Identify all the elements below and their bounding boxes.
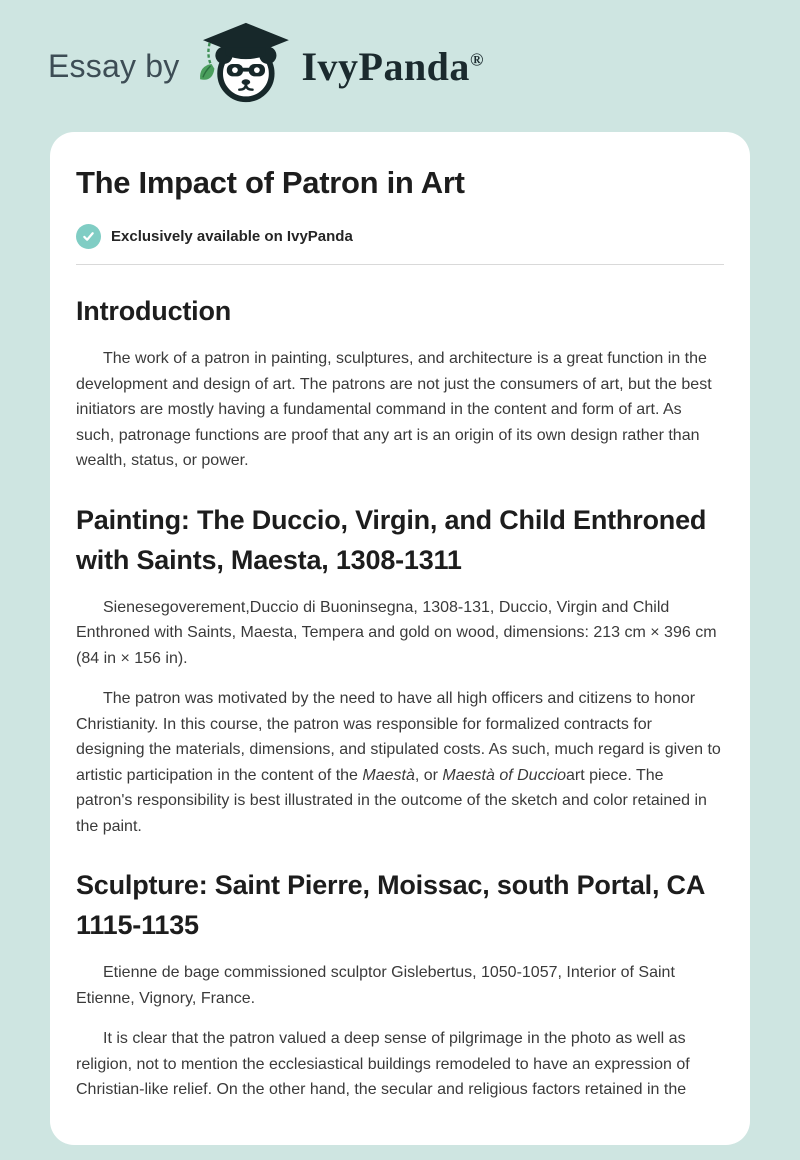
exclusive-badge	[76, 224, 724, 249]
paragraph: Etienne de bage commissioned sculptor Gislebertus, 1050-1057, Interior of Saint Etienne, Vignory, France.	[76, 964, 675, 1007]
section-heading: Painting: The Duccio, Virgin, and Child Enthroned with Saints, Maesta, 1308-1311	[76, 504, 707, 575]
panda-graduation-logo-icon	[195, 21, 293, 105]
section-introduction	[76, 291, 724, 474]
text-run: , or	[414, 766, 443, 784]
italic-text-run: Maestà of Duccio	[442, 766, 567, 784]
paragraph: The work of a patron in painting, sculptures, and architecture is a great function in the development and design of art. The patrons are not just the consumers of art, but the best initiators are mostly having a fundamental command in the content and form of art. As such, patronage functions are proof that any art is an origin of its own design rather than wealth, status, or power.	[76, 350, 712, 469]
registered-mark: ®	[469, 49, 484, 70]
italic-text-run: Maestà	[362, 766, 415, 784]
section-heading: Introduction	[76, 296, 232, 326]
section-sculpture	[76, 865, 724, 1103]
ivypanda-logo	[195, 27, 483, 105]
paragraph	[76, 686, 724, 839]
site-header	[0, 0, 800, 132]
section-painting	[76, 500, 724, 840]
text-run: art piece. The patron's responsibility is best illustrated in the outcome of the sketch and color retained in the paint.	[76, 766, 707, 835]
text-run: The patron was motivated by the need to have all high officers and citizens to honor Christianity. In this course, the patron was responsible for formalized contracts for designing the materials, dimensions, and stipulated costs. As such, much regard is given to artistic participation in the content of the	[76, 690, 721, 784]
badge-label: Exclusively available on IvyPanda	[111, 228, 353, 245]
brand-name	[301, 43, 483, 90]
paragraph: Sienesegoverement,Duccio di Buoninsegna, 1308-131, Duccio, Virgin and Child Enthroned with Saints, Maesta, Tempera and gold on wood, dimensions: 213 cm × 396 cm (84 in × 156 in).	[76, 598, 717, 667]
brand-text: IvyPanda	[301, 43, 470, 89]
paragraph: It is clear that the patron valued a deep sense of pilgrimage in the photo as well as religion, not to mention the ecclesiastical buildings remodeled to have an expression of Christian-like relief. On the other hand, the secular and religious factors retained in the	[76, 1030, 690, 1098]
essay-title: The Impact of Patron in Art	[76, 165, 465, 200]
check-icon	[76, 224, 101, 249]
section-heading: Sculpture: Saint Pierre, Moissac, south Portal, CA 1115-1135	[76, 870, 705, 940]
divider	[76, 264, 724, 265]
essay-by-label: Essay by	[48, 47, 180, 84]
essay-card	[50, 132, 750, 1145]
